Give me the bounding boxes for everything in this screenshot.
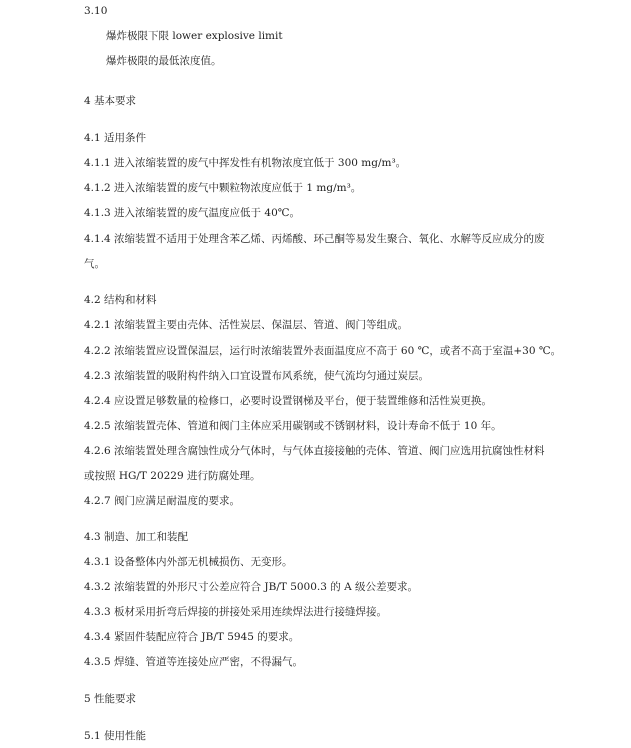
term-definition: 爆炸极限的最低浓度值。 [106, 55, 222, 67]
clause-4-3-1: 4.3.1 设备整体内外部无机械损伤、无变形。 [84, 556, 293, 568]
clause-4-2-7: 4.2.7 阀门应满足耐温度的要求。 [84, 495, 241, 507]
clause-4-2-1: 4.2.1 浓缩装置主要由壳体、活性炭层、保温层、管道、阀门等组成。 [84, 319, 409, 331]
section-4-heading: 4 基本要求 [84, 95, 137, 107]
clause-4-1-3: 4.1.3 进入浓缩装置的废气温度应低于 40℃。 [84, 207, 300, 219]
section-4-2-heading: 4.2 结构和材料 [84, 294, 157, 306]
clause-4-2-2: 4.2.2 浓缩装置应设置保温层，运行时浓缩装置外表面温度应不高于 60 ℃，或者不高于室温+30 ℃。 [84, 345, 562, 357]
clause-4-3-4: 4.3.4 紧固件装配应符合 JB/T 5945 的要求。 [84, 631, 300, 643]
clause-4-2-4: 4.2.4 应设置足够数量的检修口，必要时设置钢梯及平台，便于装置维修和活性炭更换。 [84, 395, 493, 407]
clause-4-1-1: 4.1.1 进入浓缩装置的废气中挥发性有机物浓度宜低于 300 mg/m³。 [84, 157, 407, 169]
section-5-1-heading: 5.1 使用性能 [84, 730, 147, 742]
clause-4-3-3: 4.3.3 板材采用折弯后焊接的拼接处采用连续焊法进行接缝焊接。 [84, 606, 388, 618]
clause-4-2-6: 4.2.6 浓缩装置处理含腐蚀性成分气体时，与气体直接接触的壳体、管道、阀门应选用抗腐蚀性材料 [84, 445, 545, 457]
clause-4-1-4: 4.1.4 浓缩装置不适用于处理含苯乙烯、丙烯酸、环己酮等易发生聚合、氧化、水解等反应成分的废 [84, 233, 545, 245]
clause-number: 3.10 [84, 5, 108, 17]
clause-4-2-3: 4.2.3 浓缩装置的吸附构件纳入口宜设置布风系统，使气流均匀通过炭层。 [84, 370, 430, 382]
clause-4-1-2: 4.1.2 进入浓缩装置的废气中颗粒物浓度应低于 1 mg/m³。 [84, 182, 362, 194]
section-4-1-heading: 4.1 适用条件 [84, 132, 147, 144]
section-4-3-heading: 4.3 制造、加工和装配 [84, 531, 189, 543]
clause-4-2-5: 4.2.5 浓缩装置壳体、管道和阀门主体应采用碳钢或不锈钢材料，设计寿命不低于 10 年。 [84, 420, 502, 432]
clause-4-1-4-cont: 气。 [84, 258, 105, 270]
term-entry: 爆炸极限下限 lower explosive limit [106, 30, 283, 42]
clause-4-3-5: 4.3.5 焊缝、管道等连接处应严密，不得漏气。 [84, 656, 304, 668]
clause-4-3-2: 4.3.2 浓缩装置的外形尺寸公差应符合 JB/T 5000.3 的 A 级公差要求。 [84, 581, 419, 593]
section-5-heading: 5 性能要求 [84, 693, 137, 705]
clause-4-2-6-cont: 或按照 HG/T 20229 进行防腐处理。 [84, 470, 261, 482]
